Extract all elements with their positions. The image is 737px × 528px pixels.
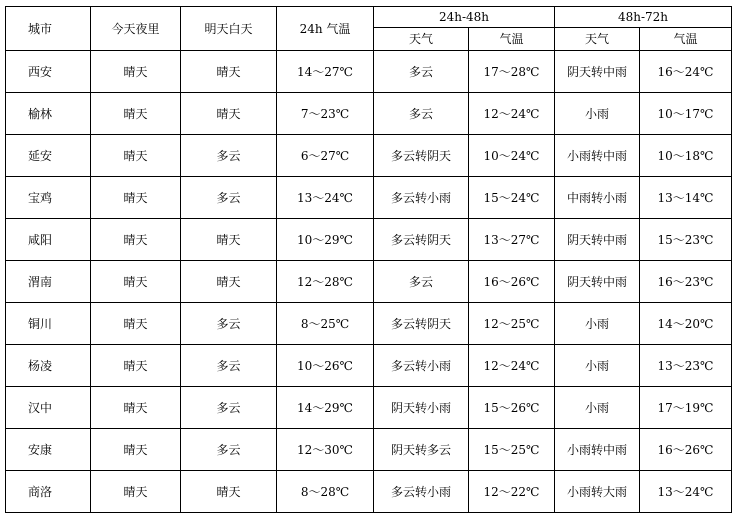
cell-tomorrow-day: 多云 <box>181 345 277 387</box>
cell-city: 渭南 <box>6 261 91 303</box>
cell-tomorrow-day: 多云 <box>181 429 277 471</box>
table-row <box>6 429 732 471</box>
cell-tonight: 晴天 <box>91 345 181 387</box>
cell-temp-48-72: 10～17℃ <box>640 93 732 135</box>
cell-tomorrow-day: 晴天 <box>181 471 277 513</box>
cell-weather-24-48: 多云转阴天 <box>374 219 469 261</box>
table-row <box>6 51 732 93</box>
table-row <box>6 261 732 303</box>
table-row <box>6 135 732 177</box>
cell-weather-48-72: 小雨转中雨 <box>555 135 640 177</box>
cell-temp-24h: 6～27℃ <box>277 135 374 177</box>
cell-tonight: 晴天 <box>91 429 181 471</box>
cell-temp-24-48: 10～24℃ <box>469 135 555 177</box>
table-row <box>6 93 732 135</box>
header-temp-24h: 24h 气温 <box>277 7 374 51</box>
header-city: 城市 <box>6 7 91 51</box>
cell-city: 咸阳 <box>6 219 91 261</box>
cell-temp-48-72: 16～24℃ <box>640 51 732 93</box>
cell-weather-24-48: 多云转小雨 <box>374 345 469 387</box>
table-row <box>6 177 732 219</box>
cell-tomorrow-day: 多云 <box>181 303 277 345</box>
cell-tonight: 晴天 <box>91 93 181 135</box>
table-row <box>6 345 732 387</box>
cell-temp-48-72: 15～23℃ <box>640 219 732 261</box>
cell-tonight: 晴天 <box>91 303 181 345</box>
cell-temp-24-48: 16～26℃ <box>469 261 555 303</box>
cell-weather-48-72: 小雨 <box>555 303 640 345</box>
cell-tomorrow-day: 多云 <box>181 135 277 177</box>
cell-city: 汉中 <box>6 387 91 429</box>
cell-temp-24h: 13～24℃ <box>277 177 374 219</box>
cell-weather-24-48: 多云 <box>374 261 469 303</box>
header-weather-48-72: 天气 <box>555 28 640 51</box>
cell-temp-24h: 10～29℃ <box>277 219 374 261</box>
cell-weather-48-72: 中雨转小雨 <box>555 177 640 219</box>
cell-weather-48-72: 小雨 <box>555 387 640 429</box>
cell-city: 杨凌 <box>6 345 91 387</box>
cell-weather-48-72: 小雨 <box>555 93 640 135</box>
cell-temp-24h: 12～30℃ <box>277 429 374 471</box>
cell-temp-24-48: 12～24℃ <box>469 93 555 135</box>
cell-weather-24-48: 多云转阴天 <box>374 135 469 177</box>
cell-weather-48-72: 阴天转中雨 <box>555 51 640 93</box>
cell-tonight: 晴天 <box>91 471 181 513</box>
cell-tonight: 晴天 <box>91 135 181 177</box>
cell-tomorrow-day: 多云 <box>181 177 277 219</box>
cell-temp-24-48: 12～24℃ <box>469 345 555 387</box>
cell-temp-24h: 8～25℃ <box>277 303 374 345</box>
cell-tonight: 晴天 <box>91 261 181 303</box>
table-row <box>6 303 732 345</box>
cell-weather-24-48: 阴天转多云 <box>374 429 469 471</box>
cell-temp-48-72: 13～23℃ <box>640 345 732 387</box>
cell-temp-24-48: 15～24℃ <box>469 177 555 219</box>
table-row <box>6 471 732 513</box>
cell-temp-48-72: 16～26℃ <box>640 429 732 471</box>
cell-temp-24h: 7～23℃ <box>277 93 374 135</box>
cell-tonight: 晴天 <box>91 219 181 261</box>
cell-tomorrow-day: 多云 <box>181 387 277 429</box>
cell-city: 安康 <box>6 429 91 471</box>
cell-weather-24-48: 多云转阴天 <box>374 303 469 345</box>
table-row <box>6 387 732 429</box>
cell-temp-24h: 14～27℃ <box>277 51 374 93</box>
header-period-48-72: 48h-72h <box>555 7 732 28</box>
cell-temp-24h: 8～28℃ <box>277 471 374 513</box>
cell-temp-24-48: 15～26℃ <box>469 387 555 429</box>
cell-tomorrow-day: 晴天 <box>181 93 277 135</box>
cell-temp-24h: 12～28℃ <box>277 261 374 303</box>
cell-temp-24h: 14～29℃ <box>277 387 374 429</box>
cell-weather-24-48: 多云转小雨 <box>374 471 469 513</box>
header-tonight: 今天夜里 <box>91 7 181 51</box>
cell-weather-24-48: 多云 <box>374 93 469 135</box>
cell-temp-48-72: 14～20℃ <box>640 303 732 345</box>
cell-weather-48-72: 阴天转中雨 <box>555 219 640 261</box>
cell-weather-48-72: 阴天转中雨 <box>555 261 640 303</box>
cell-weather-48-72: 小雨转大雨 <box>555 471 640 513</box>
forecast-table <box>5 6 732 513</box>
header-temp-48-72: 气温 <box>640 28 732 51</box>
cell-tonight: 晴天 <box>91 177 181 219</box>
cell-city: 商洛 <box>6 471 91 513</box>
cell-city: 榆林 <box>6 93 91 135</box>
cell-temp-24-48: 17～28℃ <box>469 51 555 93</box>
cell-temp-24-48: 12～25℃ <box>469 303 555 345</box>
cell-temp-24-48: 15～25℃ <box>469 429 555 471</box>
cell-temp-48-72: 10～18℃ <box>640 135 732 177</box>
cell-temp-48-72: 13～14℃ <box>640 177 732 219</box>
cell-temp-24-48: 12～22℃ <box>469 471 555 513</box>
cell-weather-48-72: 小雨 <box>555 345 640 387</box>
cell-tonight: 晴天 <box>91 51 181 93</box>
cell-weather-24-48: 多云 <box>374 51 469 93</box>
header-row-top <box>6 7 732 28</box>
cell-city: 铜川 <box>6 303 91 345</box>
table-row <box>6 219 732 261</box>
cell-temp-24-48: 13～27℃ <box>469 219 555 261</box>
cell-weather-48-72: 小雨转中雨 <box>555 429 640 471</box>
cell-tomorrow-day: 晴天 <box>181 51 277 93</box>
header-weather-24-48: 天气 <box>374 28 469 51</box>
cell-temp-48-72: 13～24℃ <box>640 471 732 513</box>
cell-tomorrow-day: 晴天 <box>181 219 277 261</box>
cell-temp-48-72: 17～19℃ <box>640 387 732 429</box>
cell-city: 西安 <box>6 51 91 93</box>
cell-temp-48-72: 16～23℃ <box>640 261 732 303</box>
cell-temp-24h: 10～26℃ <box>277 345 374 387</box>
header-temp-24-48: 气温 <box>469 28 555 51</box>
header-tomorrow-day: 明天白天 <box>181 7 277 51</box>
cell-city: 宝鸡 <box>6 177 91 219</box>
header-period-24-48: 24h-48h <box>374 7 555 28</box>
cell-tonight: 晴天 <box>91 387 181 429</box>
cell-city: 延安 <box>6 135 91 177</box>
cell-weather-24-48: 多云转小雨 <box>374 177 469 219</box>
cell-tomorrow-day: 晴天 <box>181 261 277 303</box>
cell-weather-24-48: 阴天转小雨 <box>374 387 469 429</box>
table-body <box>6 7 732 513</box>
